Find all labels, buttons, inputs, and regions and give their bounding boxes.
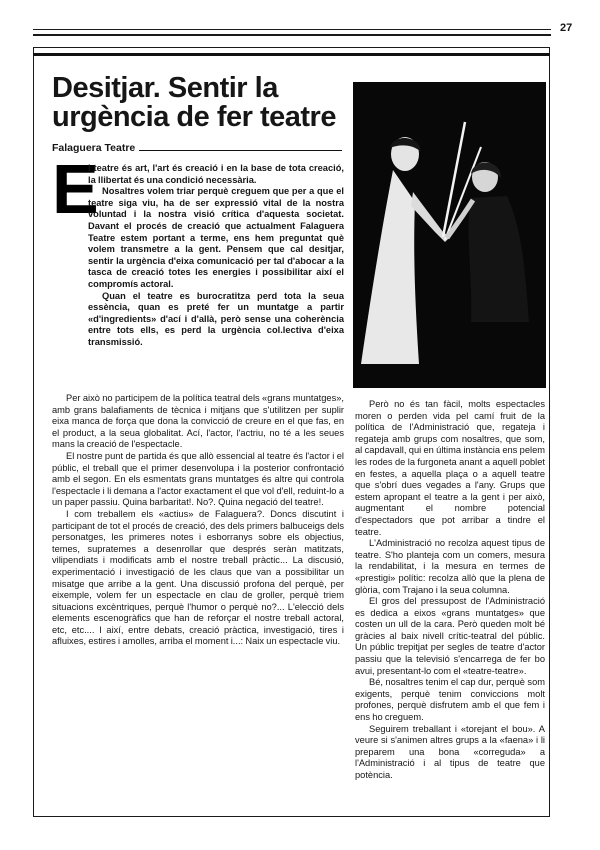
drop-cap: E	[52, 150, 99, 228]
paragraph: Per això no participem de la política teatral dels «grans muntatges», amb grans balafiaments de tècnica i mitjans que s'utilitzen per suplir eixa manca de força que dona la convicció de creure en el que fas, en el product, a la seua globalitat. Ací, l'actor, l'actriu, no té a les seues mans la creació de l'espectacle.	[52, 393, 344, 450]
intro-paragraph: l teatre és art, l'art és creació i en la base de tota creació, la llibertat és una condició necessària.	[88, 163, 344, 185]
paragraph: I com treballem els «actius» de Falaguera?. Doncs discutint i participant de tot el procés de creació, des dels primers balbuceigs dels personatges, les primeres notes i esborranys sobre els objectius, temes, supratemes a desenrollar que després seràn matitzats, vilipendiats i modificats amb el nostre treball pràctic... La discusió, experimentació i investigació de les claus que van a possibilitar un misatge que arribe a la gent. Una discussió profona del perquè, per eixemple, volem fer un espectacle en clau de groller, perquè triem situacions excèntriques, perquè l'humor o perquè no?... L'elecció dels elements escenogràfics que han de reforçar el nostre treball actoral, etc, etc.... I així, entre debats, creació pràctica, investigació, tires i afluixes, estires i amolles, arriba el moment i...: Naix un espectacle viu.	[52, 508, 344, 647]
stage-photo-image	[353, 82, 546, 388]
article-title: Desitjar. Sentir la urgència de fer teatre	[52, 72, 336, 133]
header-rule	[33, 29, 551, 30]
header-rule-thick	[33, 34, 551, 36]
column-left-top	[88, 163, 344, 349]
paragraph: Seguirem treballant i «torejant el bou». A veure si s'animen altres grups a la «faena» i li preparem una bona «correguda» a l'Administració i al tipus de teatre que potència.	[355, 723, 545, 780]
paragraph: El nostre punt de partida és que allò essencial al teatre és l'actor i el públic, el treball que el primer desenvolupa i la posterior confrontació amb el segon. En els esmentats grans muntatges és altre qui controla l'espectacle i li demana a l'actor exactament el que vol d'ell, reduint-lo a un paper passiu. Quina barbaritat!. No?. Quina negació del teatre!.	[52, 450, 344, 508]
byline-rule	[139, 150, 342, 151]
paragraph: Però no és tan fàcil, molts espectacles moren o perden vida pel camí fruit de la política de l'Administració que, regateja i regateja amb grups com nosaltres, que som, al capdavall, qui en última instància ens pelem les rodes de la furgoneta anant a aquell poblet en festes, a aquella plaça o a aquell teatre que s'obrí dues vegades a l'any. Grups que estem apropant el teatre a la gent i per això, augmentant el nombre potencial d'espectadors que pot arribar a tindre el teatre.	[355, 399, 545, 537]
page-number: 27	[560, 22, 573, 34]
paragraph: L'Administració no recolza aquest tipus de teatre. S'ho planteja com un comers, mesura la rendabilitat, i la mesura en termes de «prestigi» polític: recolza allò que la plena de glòria, com Trajano i la seua columna.	[355, 538, 545, 595]
stage-photo	[353, 82, 546, 388]
paragraph: El gros del pressupost de l'Administració es dedica a eixos «grans muntatges» que costen un ull de la cara. Però queden molt bé gràcies al baix nivell crític-teatral del públic. Un públic trepitjat per segles de teatre d'actor passiu que la televisió s'encarrega de fer bo avui, presentant-lo com el «teatre-teatre».	[355, 596, 545, 676]
paragraph: Quan el teatre es burocratitza perd tota la seua essència, quan es preté fer un muntatge a partir «d'ingredients» d'ací i d'allà, però sense una coherència entre tots ells, es perd la urgència col.lectiva d'eixa transmissió.	[88, 290, 344, 347]
paragraph: Bé, nosaltres tenim el cap dur, perquè som exigents, perquè tenim conviccions molt profones, perquè disfrutem amb el que fem i ens ho creguem.	[355, 677, 545, 723]
paragraph: Nosaltres volem triar perquè creguem que per a que el teatre siga viu, ha de ser expressió vital de la nostra voluntad i la nostra visió crítica d'aquesta societat. Davant el procés de creació que actualment Falaguera Teatre estem portant a terme, ens hem preguntat què volem transmetre a la gent. Pensem que cal desitjar, sentir la urgència d'eixa comunicació per tal d'abocar a la tasca de creació totes les energies i possibilitar així el compromís actoral.	[88, 186, 344, 289]
column-left-bottom	[52, 393, 344, 648]
byline-text: Falaguera Teatre	[52, 142, 136, 154]
column-right	[355, 399, 545, 782]
frame-top-band	[33, 53, 550, 56]
